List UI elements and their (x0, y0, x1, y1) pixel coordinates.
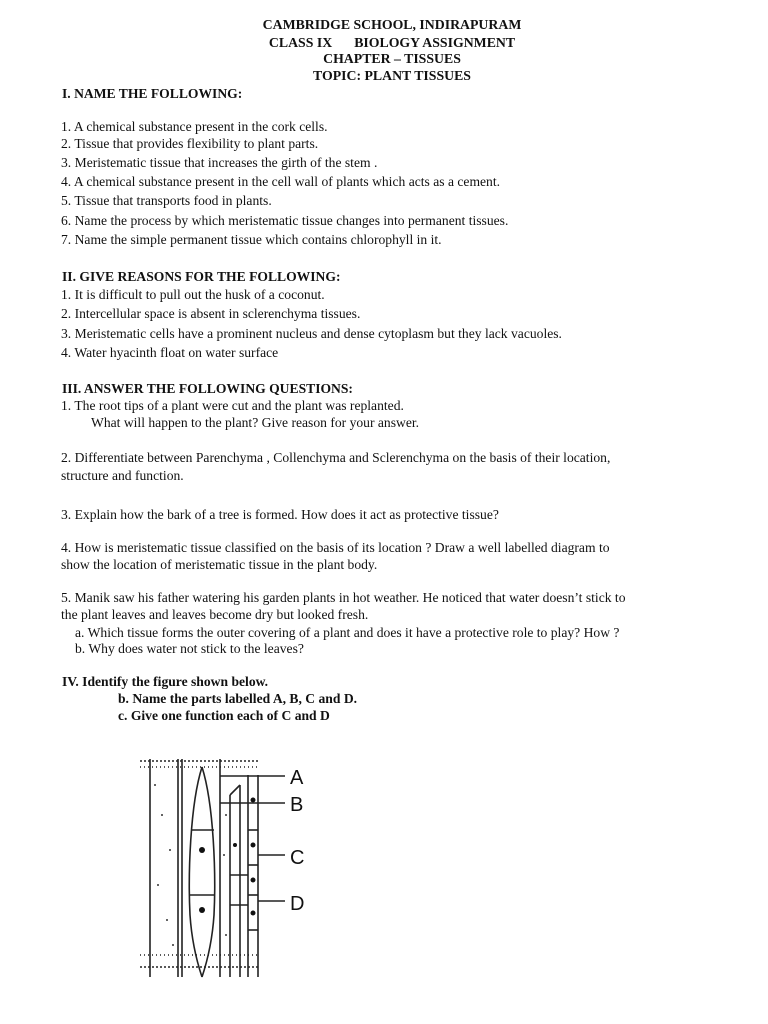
list-item (61, 193, 272, 209)
question-4-line-2: show the location of meristematic tissue in the plant body. (61, 557, 378, 572)
question-2-line-2: structure and function. (61, 468, 184, 483)
question-5-line-1: 5. Manik saw his father watering his garden plants in hot weather. He noticed that water doesn’t stick to (61, 590, 626, 605)
label-b: B (290, 794, 304, 816)
question-1-line-2: What will happen to the plant? Give reason for your answer. (91, 415, 420, 430)
topic-title: TOPIC: PLANT TISSUES (313, 68, 471, 83)
question-5b: b. Why does water not stick to the leaves? (75, 641, 304, 656)
list-item (61, 345, 278, 361)
list-item (61, 155, 377, 171)
item-number: 1. (61, 287, 72, 302)
question-4-line-1: 4. How is meristematic tissue classified on the basis of its location ? Draw a well labelled diagram to (61, 540, 610, 555)
question-2-line-1: 2. Differentiate between Parenchyma , Collenchyma and Sclerenchyma on the basis of their location, (61, 450, 611, 465)
label-d: D (290, 893, 305, 915)
class-subject-line (0, 35, 768, 51)
item-text: Name the process by which meristematic tissue changes into permanent tissues. (74, 213, 509, 228)
phloem-tissue-figure (140, 755, 330, 983)
item-number: 2. (61, 306, 72, 321)
class-label: CLASS IX (268, 35, 333, 50)
cell-walls (140, 759, 260, 977)
list-item (61, 306, 360, 322)
school-name: CAMBRIDGE SCHOOL, INDIRAPURAM (262, 17, 522, 32)
item-number: 3. (61, 155, 72, 170)
item-text: Intercellular space is absent in sclerenchyma tissues. (74, 306, 361, 321)
label-c: C (290, 847, 305, 869)
list-item (61, 287, 325, 303)
chapter-title: CHAPTER – TISSUES (323, 51, 461, 66)
section-4-part-b: b. Name the parts labelled A, B, C and D. (118, 691, 358, 706)
item-text: A chemical substance present in the cell wall of plants which acts as a cement. (73, 174, 501, 189)
list-item (61, 174, 500, 190)
item-number: 5. (61, 193, 72, 208)
section-3-heading: III. ANSWER THE FOLLOWING QUESTIONS: (62, 381, 353, 396)
item-text: A chemical substance present in the cork cells. (73, 119, 328, 134)
list-item (61, 213, 508, 229)
section-2-heading: II. GIVE REASONS FOR THE FOLLOWING: (62, 269, 341, 284)
item-number: 3. (61, 326, 72, 341)
subject-label: BIOLOGY ASSIGNMENT (354, 35, 516, 50)
nuclei (199, 798, 256, 916)
section-1-heading: I. NAME THE FOLLOWING: (62, 86, 243, 101)
item-text: Meristematic tissue that increases the girth of the stem . (74, 155, 378, 170)
item-number: 4. (61, 174, 72, 189)
item-number: 1. (61, 119, 72, 134)
question-1-line-1: 1. The root tips of a plant were cut and the plant was replanted. (61, 398, 404, 413)
item-text: Tissue that provides flexibility to plant parts. (74, 136, 319, 151)
item-number: 4. (61, 345, 72, 360)
item-number: 6. (61, 213, 72, 228)
question-5a: a. Which tissue forms the outer covering of a plant and does it have a protective role to play? How ? (75, 625, 620, 640)
label-a: A (290, 767, 304, 789)
item-text: It is difficult to pull out the husk of a coconut. (74, 287, 325, 302)
item-text: Water hyacinth float on water surface (74, 345, 279, 360)
question-3: 3. Explain how the bark of a tree is formed. How does it act as protective tissue? (61, 507, 499, 522)
list-item (61, 119, 328, 135)
item-number: 7. (61, 232, 72, 247)
list-item (61, 136, 318, 152)
item-text: Meristematic cells have a prominent nucleus and dense cytoplasm but they lack vacuoles. (74, 326, 562, 341)
item-number: 2. (61, 136, 72, 151)
list-item (61, 326, 562, 342)
question-5-line-2: the plant leaves and leaves become dry but looked fresh. (61, 607, 369, 622)
list-item (61, 232, 442, 248)
section-4-part-c: c. Give one function each of C and D (118, 708, 330, 723)
section-4-heading: IV. Identify the figure shown below. (62, 674, 269, 689)
item-text: Name the simple permanent tissue which contains chlorophyll in it. (74, 232, 442, 247)
item-text: Tissue that transports food in plants. (74, 193, 272, 208)
